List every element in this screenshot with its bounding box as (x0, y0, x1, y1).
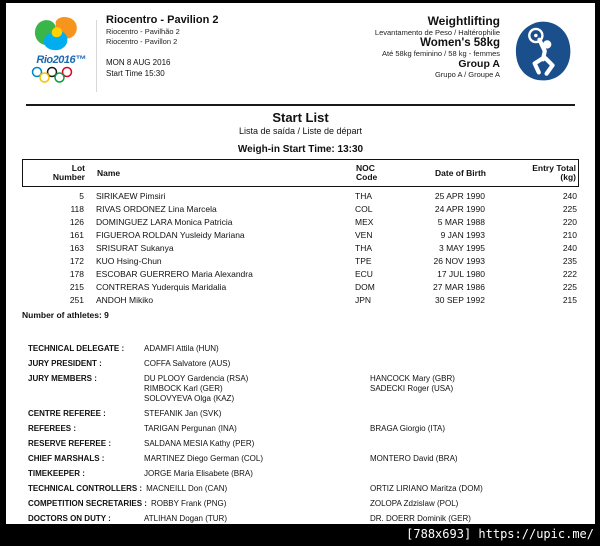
official-name: JORGE Maria Elisabete (BRA) (144, 469, 253, 478)
noc-code: JPN (355, 295, 372, 305)
official-row-jury-president (28, 359, 595, 369)
athlete-name: ANDOH Mikiko (96, 295, 154, 305)
date-of-birth: 3 MAY 1995 (439, 243, 485, 253)
sport-name-translated: Levantamento de Peso / Haltérophilie (374, 28, 500, 37)
athlete-name: KUO Hsing-Chun (96, 256, 162, 266)
official-name: STEFANIK Jan (SVK) (144, 409, 222, 418)
noc-code: VEN (355, 230, 373, 240)
venue-title: Riocentro - Pavilion 2 (106, 14, 219, 26)
official-role-label: REFEREES : (28, 424, 77, 433)
rio2016-emblem-icon (30, 14, 92, 56)
header-divider (96, 20, 97, 92)
entry-total: 215 (562, 295, 577, 305)
official-name-col2: BRAGA Giorgio (ITA) (370, 424, 445, 433)
lot-number: 5 (79, 191, 84, 201)
date-of-birth: 26 NOV 1993 (433, 256, 485, 266)
session-date: MON 8 AUG 2016 (106, 58, 171, 67)
official-row-referees (28, 424, 595, 434)
watermark-text: [788x693] https://upic.me/ (406, 527, 594, 541)
lot-number: 251 (69, 295, 84, 305)
athlete-name: FIGUEROA ROLDAN Yusleidy Mariana (96, 230, 245, 240)
event-category-translated: Até 58kg feminino / 58 kg - femmes (382, 49, 500, 58)
date-of-birth: 17 JUL 1980 (437, 269, 485, 279)
official-role-label: DOCTORS ON DUTY : (28, 514, 111, 523)
page-title-translated: Lista de saída / Liste de départ (238, 126, 363, 136)
lot-number: 163 (69, 243, 84, 253)
athlete-name: DOMINGUEZ LARA Monica Patricia (96, 217, 233, 227)
col-header-entry-total: Entry Total (kg) (532, 163, 576, 182)
noc-code: THA (355, 243, 372, 253)
rio2016-wordmark: Rio2016™ (36, 54, 86, 66)
col-header-date-of-birth: Date of Birth (435, 168, 486, 178)
table-row (22, 216, 579, 229)
official-role-label: JURY PRESIDENT : (28, 359, 102, 368)
athlete-name: SRISURAT Sukanya (96, 243, 174, 253)
lot-number: 178 (69, 269, 84, 279)
table-body (22, 190, 579, 307)
noc-code: MEX (355, 217, 374, 227)
lot-number: 161 (69, 230, 84, 240)
officials-section (28, 344, 595, 524)
entry-total: 240 (562, 243, 577, 253)
entry-total: 222 (562, 269, 577, 279)
official-name-col2: ZOLOPA Zdzislaw (POL) (370, 499, 459, 508)
official-name: SALDANA MESIA Kathy (PER) (144, 439, 255, 448)
sport-name: Weightlifting (427, 14, 500, 28)
official-name: ATLIHAN Dogan (TUR) (144, 514, 227, 523)
official-row-chief-marshals (28, 454, 595, 464)
official-name-col2: ORTIZ LIRIANO Maritza (DOM) (370, 484, 483, 493)
date-of-birth: 5 MAR 1988 (437, 217, 485, 227)
official-role-label: CHIEF MARSHALS : (28, 454, 105, 463)
official-row-technical-delegate (28, 344, 595, 354)
entry-total: 235 (562, 256, 577, 266)
official-names-col1: DU PLOOY Gardencia (RSA) RIMBOCK Karl (GER) SOLOVYEVA Olga (KAZ) (144, 374, 249, 403)
col-header-lot-number: Lot Number (52, 163, 85, 182)
official-role-label: TIMEKEEPER : (28, 469, 85, 478)
noc-code: THA (355, 191, 372, 201)
col-header-noc-code: NOC Code (356, 163, 378, 182)
entry-total: 210 (562, 230, 577, 240)
lot-number: 172 (69, 256, 84, 266)
official-name: ROBBY Frank (PNG) (150, 499, 227, 508)
venue-subtitle-pt: Riocentro - Pavilhão 2 (106, 27, 180, 36)
venue-info (106, 14, 218, 78)
athlete-count: Number of athletes: 9 (22, 310, 109, 320)
weightlifting-pictogram-icon (513, 20, 573, 82)
athlete-name: SIRIKAEW Pimsiri (96, 191, 166, 201)
table-row (22, 268, 579, 281)
official-role-label: TECHNICAL DELEGATE : (28, 344, 125, 353)
start-list-page (6, 3, 595, 524)
official-row-timekeeper (28, 469, 595, 479)
official-name: MACNEILL Don (CAN) (146, 484, 228, 493)
official-name: TARIGAN Pergunan (INA) (144, 424, 237, 433)
official-row-technical-controllers (28, 484, 595, 494)
table-row (22, 242, 579, 255)
official-name: ADAMFI Attila (HUN) (144, 344, 219, 353)
table-row (22, 281, 579, 294)
official-role-label: TECHNICAL CONTROLLERS : (28, 484, 143, 493)
table-row (22, 190, 579, 203)
table-row (22, 229, 579, 242)
official-role-label: COMPETITION SECRETARIES : (28, 499, 147, 508)
event-group-translated: Grupo A / Groupe A (434, 70, 500, 79)
official-row-centre-referee (28, 409, 595, 419)
table-row (22, 255, 579, 268)
official-role-label: CENTRE REFEREE : (28, 409, 106, 418)
entry-total: 240 (562, 191, 577, 201)
event-info (375, 14, 500, 79)
col-header-name: Name (97, 168, 121, 178)
athlete-name: CONTRERAS Yuderquis Maridalia (96, 282, 227, 292)
table-row (22, 294, 579, 307)
weigh-in-time: Weigh-in Start Time: 13:30 (237, 144, 364, 155)
event-category: Women's 58kg (420, 37, 500, 49)
date-of-birth: 24 APR 1990 (434, 204, 485, 214)
header-rule (26, 104, 575, 106)
noc-code: DOM (355, 282, 375, 292)
lot-number: 126 (69, 217, 84, 227)
official-name: MARTINEZ Diego German (COL) (144, 454, 263, 463)
entry-total: 225 (562, 282, 577, 292)
official-role-label: JURY MEMBERS : (28, 374, 97, 383)
start-list-table (22, 159, 579, 307)
official-name-col2: MONTERO David (BRA) (370, 454, 458, 463)
page-header (6, 12, 595, 100)
date-of-birth: 25 APR 1990 (434, 191, 485, 201)
lot-number: 118 (70, 204, 84, 214)
session-start-time: Start Time 15:30 (106, 69, 165, 78)
event-group: Group A (458, 58, 500, 70)
noc-code: COL (355, 204, 373, 214)
title-block (6, 110, 595, 155)
table-header-row (22, 159, 579, 187)
lot-number: 215 (69, 282, 84, 292)
entry-total: 225 (562, 204, 577, 214)
date-of-birth: 27 MAR 1986 (433, 282, 485, 292)
official-role-label: RESERVE REFEREE : (28, 439, 111, 448)
athlete-name: ESCOBAR GUERRERO Maria Alexandra (96, 269, 253, 279)
date-of-birth: 9 JAN 1993 (440, 230, 485, 240)
table-row (22, 203, 579, 216)
official-row-doctors-on-duty (28, 514, 595, 524)
venue-subtitle-fr: Riocentro - Pavillon 2 (106, 37, 178, 46)
noc-code: TPE (355, 256, 372, 266)
official-row-jury-members (28, 374, 595, 404)
official-name-col2: DR. DOERR Dominik (GER) (370, 514, 471, 523)
date-of-birth: 30 SEP 1992 (435, 295, 485, 305)
athlete-name: RIVAS ORDONEZ Lina Marcela (96, 204, 217, 214)
rio2016-logo (30, 14, 92, 84)
official-row-reserve-referee (28, 439, 595, 449)
olympic-rings-icon (30, 66, 92, 84)
entry-total: 220 (562, 217, 577, 227)
official-row-competition-secretaries (28, 499, 595, 509)
official-names-col2: HANCOCK Mary (GBR) SADECKI Roger (USA) (370, 374, 455, 393)
noc-code: ECU (355, 269, 373, 279)
page-title: Start List (272, 110, 329, 125)
official-name: COFFA Salvatore (AUS) (144, 359, 231, 368)
